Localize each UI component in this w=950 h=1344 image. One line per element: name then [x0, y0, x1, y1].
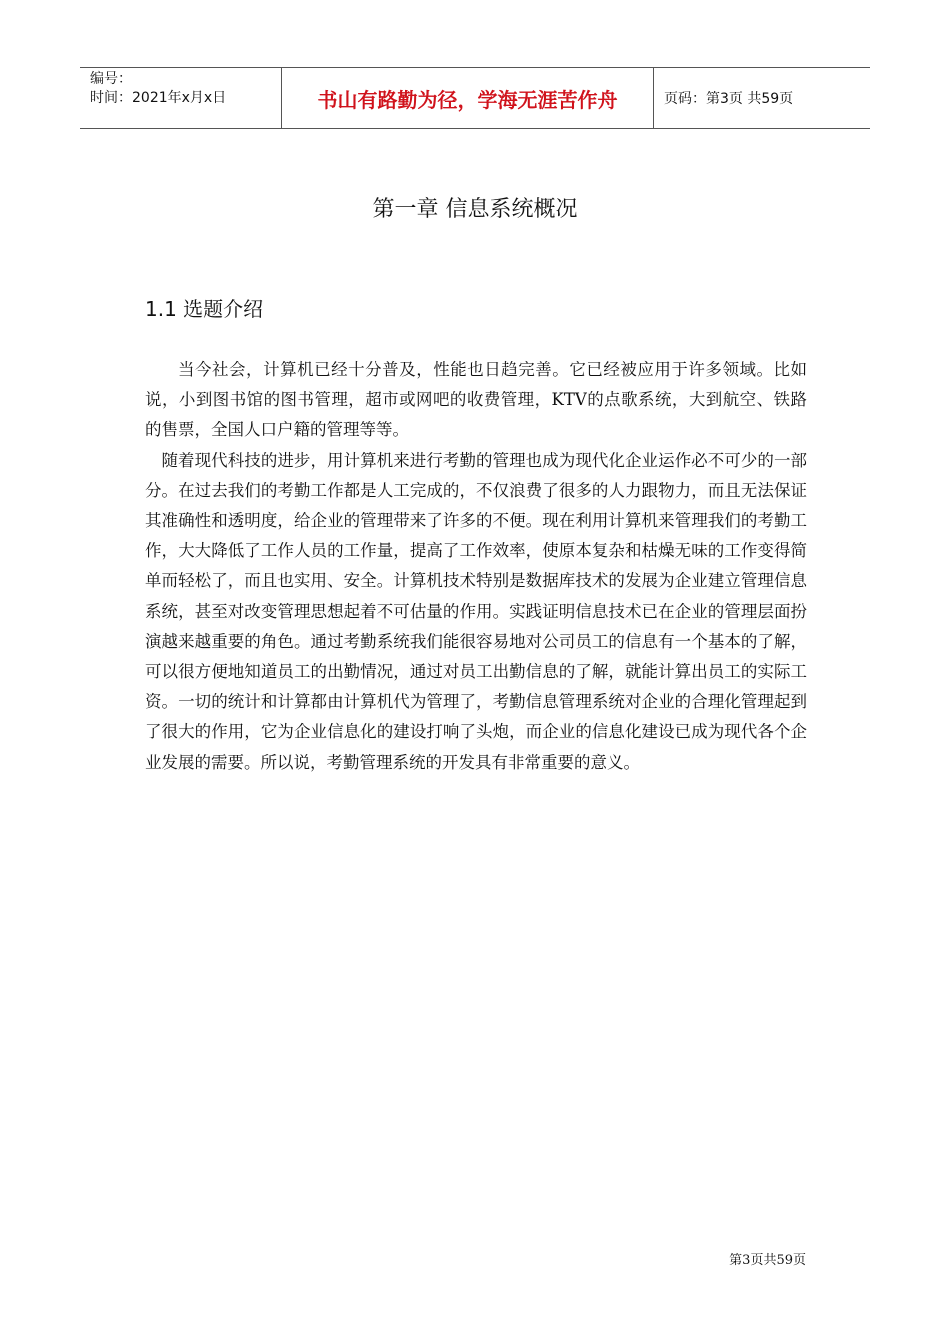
header-page-label: 页码：第3页 共59页 — [664, 91, 794, 107]
time-label: 时间：2021年x月x日 — [90, 90, 227, 106]
paragraph-2: 随着现代科技的进步，用计算机来进行考勤的管理也成为现代化企业运作必不可少的一部分。在过去我们的考勤工作都是人工完成的，不仅浪费了很多的人力跟物力，而且无法保证其准确性和透明度，给企业的管理带来了许多的不便。现在利用计算机来管理我们的考勤工作，大大降低了工作人员的工作量，提高了工作效率，使原本复杂和枯燥无味的工作变得简单而轻松了，而且也实用、安全。计算机技术特别是数据库技术的发展为企业建立管理信息系统，甚至对改变管理思想起着不可估量的作用。实践证明信息技术已在企业的管理层面扮演越来越重要的角色。通过考勤系统我们能很容易地对公司员工的信息有一个基本的了解，可以很方便地知道员工的出勤情况，通过对员工出勤信息的了解，就能计算出员工的实际工资。一切的统计和计算都由计算机代为管理了，考勤信息管理系统对企业的合理化管理起到了很大的作用，它为企业信息化的建设打响了头炮，而企业的信息化建设已成为现代各个企业发展的需要。所以说，考勤管理系统的开发具有非常重要的意义。 — [145, 450, 807, 772]
body-text — [145, 355, 807, 778]
header-motto: 书山有路勤为径，学海无涯苦作舟 — [281, 68, 654, 128]
paragraph-1: 当今社会，计算机已经十分普及，性能也日趋完善。它已经被应用于许多领域。比如说，小到图书馆的图书管理，超市或网吧的收费管理，KTV的点歌系统，大到航空、铁路的售票，全国人口户籍的管理等等。 — [145, 360, 807, 440]
page-header — [80, 67, 870, 129]
header-meta — [80, 68, 281, 128]
page-footer: 第3页共59页 — [729, 1253, 806, 1268]
chapter-title: 第一章 信息系统概况 — [372, 197, 578, 222]
section-title: 1.1 选题介绍 — [145, 297, 264, 321]
number-label: 编号： — [90, 71, 132, 87]
